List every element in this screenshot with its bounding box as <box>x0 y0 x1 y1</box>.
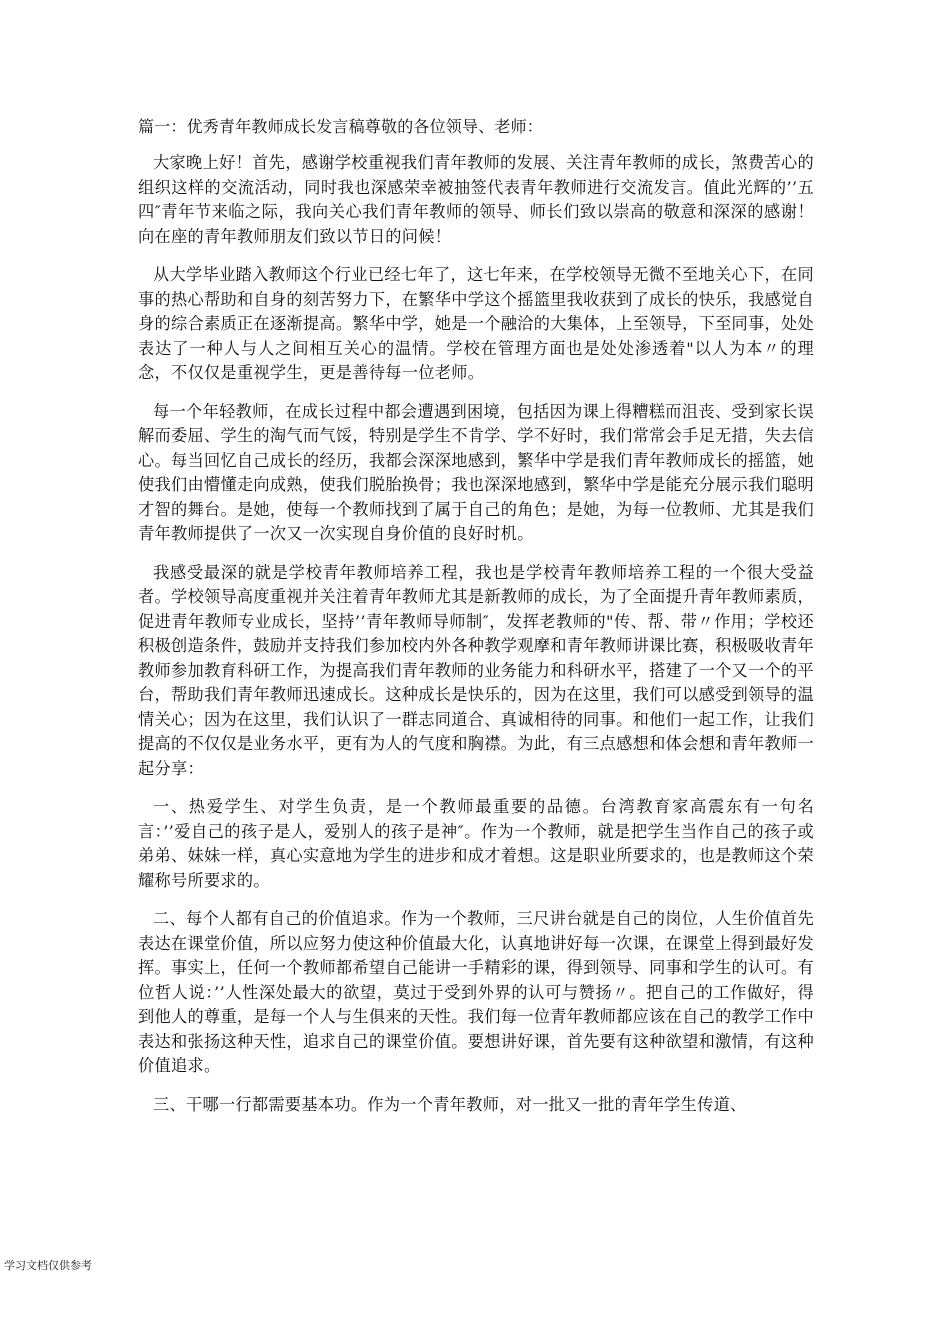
paragraph-difficulties: 每一个年轻教师，在成长过程中都会遭遇到困境，包括因为课上得糟糕而沮丧、受到家长误解而委屈、学生的淘气而气馁，特别是学生不肯学、学不好时，我们常常会手足无措，失去信心。每当回忆自己成长的经历，我都会深深地感到，繁华中学是我们青年教师成长的摇篮，她使我们由懵懂走向成熟，使我们脱胎换骨；我也深深地感到，繁华中学是能充分展示我们聪明才智的舞台。是她，使每一个教师找到了属于自己的角色；是她，为每一位教师、尤其是我们青年教师提供了一次又一次实现自身价值的良好时机。 <box>138 401 814 543</box>
paragraph-point-one: 一、热爱学生、对学生负责，是一个教师最重要的品德。台湾教育家高震东有一句名言：’’爱自己的孩子是人，爱别人的孩子是神″。作为一个教师，就是把学生当作自己的孩子或弟弟、妹妹一样，真心实意地为学生的进步和成才着想。这是职业所要求的，也是教师这个荣耀称号所要求的。 <box>138 797 814 890</box>
paragraph-point-two: 二、每个人都有自己的价值追求。作为一个教师，三尺讲台就是自己的岗位，人生价值首先表达在课堂价值，所以应努力使这种价值最大化，认真地讲好每一次课，在课堂上得到最好发挥。事实上，任何一个教师都希望自己能讲一手精彩的课，得到领导、同事和学生的认可。有位哲人说：’’人性深处最大的欲望，莫过于受到外界的认可与赞扬〃。把自己的工作做好，得到他人的尊重，是每一个人与生俱来的天性。我们每一位青年教师都应该在自己的教学工作中表达和张扬这种天性，追求自己的课堂价值。要想讲好课，首先要有这种欲望和激情，有这种价值追求。 <box>138 909 814 1075</box>
paragraph-greeting: 大家晚上好！首先，感谢学校重视我们青年教师的发展、关注青年教师的成长，煞费苦心的组织这样的交流活动，同时我也深感荣幸被抽签代表青年教师进行交流发言。值此光辉的’’五四″青年节来临之际，我向关心我们青年教师的领导、师长们致以崇高的敬意和深深的感谢！向在座的青年教师朋友们致以节日的问候！ <box>138 153 814 246</box>
document-body <box>138 115 814 1131</box>
paragraph-point-three: 三、干哪一行都需要基本功。作为一个青年教师，对一批又一批的青年学生传道、 <box>153 1094 747 1114</box>
document-title: 篇一：优秀青年教师成长发言稿尊敬的各位领导、老师： <box>138 117 544 136</box>
footer-note: 学习文档仅供参考 <box>4 1259 92 1272</box>
paragraph-training-project: 我感受最深的就是学校青年教师培养工程，我也是学校青年教师培养工程的一个很大受益者。学校领导高度重视并关注着青年教师尤其是新教师的成长，为了全面提升青年教师素质，促进青年教师专业成长，坚持’’青年教师导师制″，发挥老教师的"传、帮、带〃作用；学校还积极创造条件，鼓励并支持我们参加校内外各种教学观摩和青年教师讲课比赛，积极吸收青年教师参加教育科研工作，为提高我们青年教师的业务能力和科研水平，搭建了一个又一个的平台，帮助我们青年教师迅速成长。这种成长是快乐的，因为在这里，我们可以感受到领导的温情关心；因为在这里，我们认识了一群志同道合、真诚相待的同事。和他们一起工作，让我们提高的不仅仅是业务水平，更有为人的气度和胸襟。为此，有三点感想和体会想和青年教师一起分享： <box>138 562 814 778</box>
paragraph-seven-years: 从大学毕业踏入教师这个行业已经七年了，这七年来，在学校领导无微不至地关心下，在同事的热心帮助和自身的刻苦努力下，在繁华中学这个摇篮里我收获到了成长的快乐，我感觉自身的综合素质正在逐渐提高。繁华中学，她是一个融洽的大集体，上至领导，下至同事，处处表达了一种人与人之间相互关心的温情。学校在管理方面也是处处渗透着"以人为本〃的理念，不仅仅是重视学生，更是善待每一位老师。 <box>138 265 814 382</box>
